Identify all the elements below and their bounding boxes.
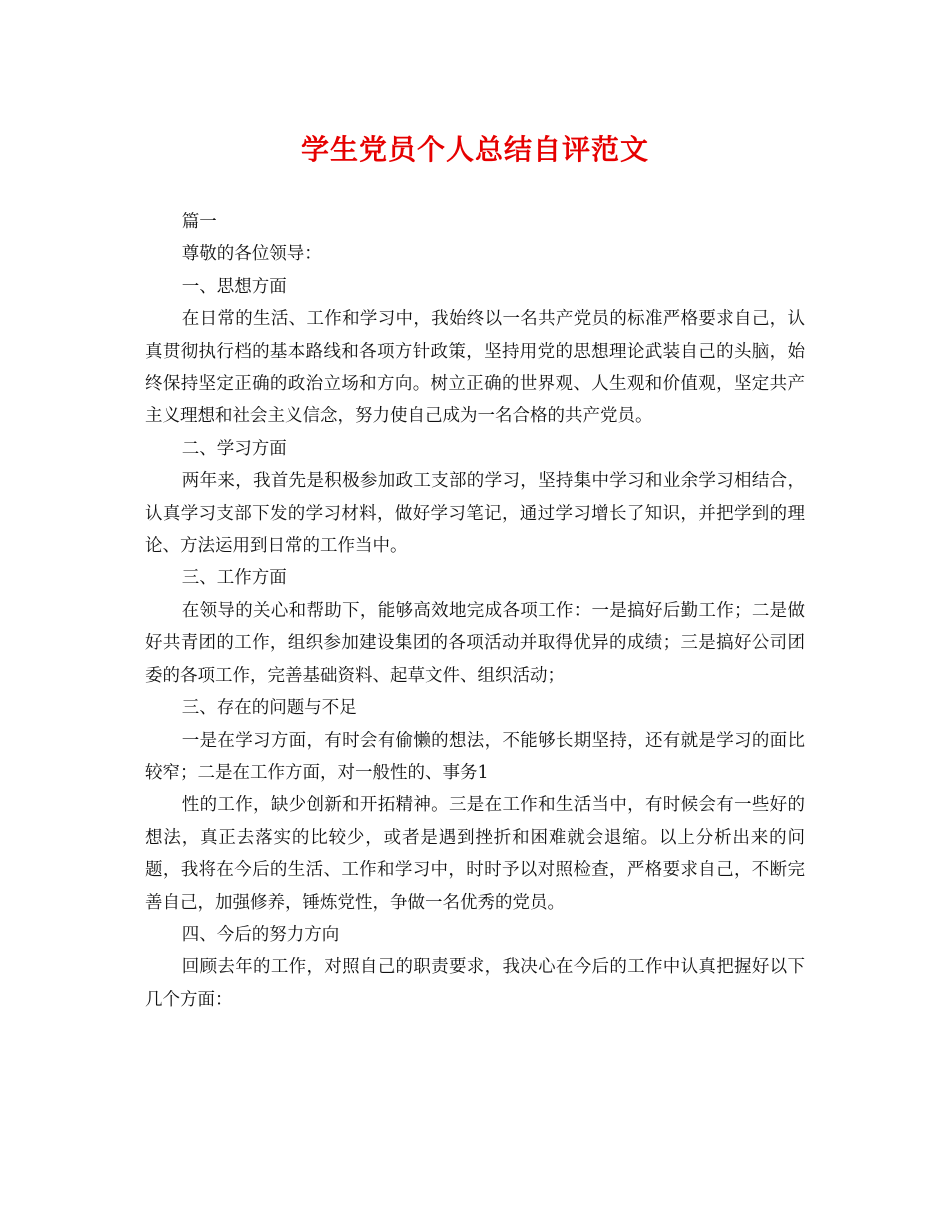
heading-problems: 三、存在的问题与不足 [181, 698, 357, 719]
paragraph-study: 两年来，我首先是积极参加政工支部的学习，坚持集中学习和业余学习相结合，认真学习支部下发的学习材料，做好学习笔记，通过学习增长了知识，并把学到的理论、方法运用到日常的工作当中。 [145, 471, 805, 557]
heading-future: 四、今后的努力方向 [181, 924, 340, 945]
paragraph-thought: 在日常的生活、工作和学习中，我始终以一名共产党员的标准严格要求自己，认真贯彻执行档的基本路线和各项方针政策，坚持用党的思想理论武装自己的头脑，始终保持坚定正确的政治立场和方向。树立正确的世界观、人生观和价值观，坚定共产主义理想和社会主义信念，努力使自己成为一名合格的共产党员。 [145, 309, 805, 427]
paragraph-problems-1: 一是在学习方面，有时会有偷懒的想法，不能够长期坚持，还有就是学习的面比较窄；二是在工作方面，对一般性的、事务1 [145, 730, 805, 783]
heading-study: 二、学习方面 [181, 438, 287, 459]
document-title: 学生党员个人总结自评范文 [300, 133, 649, 166]
heading-work: 三、工作方面 [181, 568, 287, 589]
paragraph-salutation: 尊敬的各位领导： [181, 244, 322, 265]
document-body [145, 206, 805, 1016]
heading-thought: 一、思想方面 [181, 276, 287, 297]
paragraph-section-label: 篇一 [181, 212, 217, 232]
paragraph-work: 在领导的关心和帮助下，能够高效地完成各项工作：一是搞好后勤工作；二是做好共青团的工作，组织参加建设集团的各项活动并取得优异的成绩；三是搞好公司团委的各项工作，完善基础资料、起草文件、组织活动； [145, 600, 805, 686]
paragraph-problems-2: 性的工作，缺少创新和开拓精神。三是在工作和生活当中，有时候会有一些好的想法，真正去落实的比较少，或者是遇到挫折和困难就会退缩。以上分析出来的问题，我将在今后的生活、工作和学习中，时时予以对照检查，严格要求自己，不断完善自己，加强修养，锤炼党性，争做一名优秀的党员。 [145, 795, 805, 913]
paragraph-future: 回顾去年的工作，对照自己的职责要求，我决心在今后的工作中认真把握好以下几个方面： [145, 957, 805, 1010]
